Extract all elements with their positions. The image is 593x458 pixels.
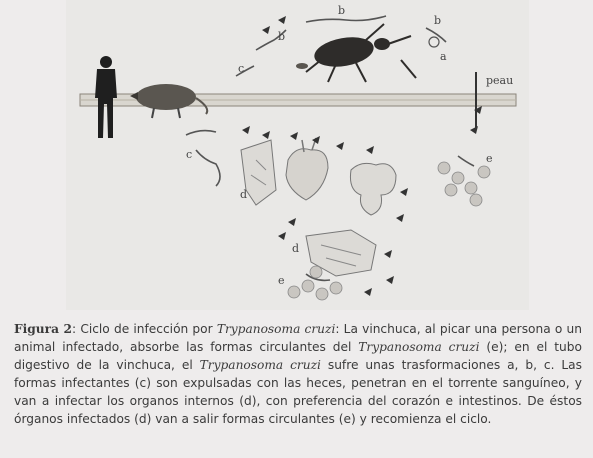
figure-caption xyxy=(14,320,582,428)
figure-label: Figura 2 xyxy=(14,322,73,336)
label-d-upper: d xyxy=(240,188,248,201)
vinchuca-insect xyxy=(296,24,416,82)
label-e-right: e xyxy=(486,152,493,165)
parasite-form-a xyxy=(429,37,439,47)
life-cycle-illustration xyxy=(66,0,529,310)
caption-text: (e); en el tubo digestivo de la vinchuca, el xyxy=(14,340,582,372)
caption-text: : Ciclo de infección por xyxy=(72,322,217,336)
organ-heart xyxy=(286,138,328,200)
label-a: a xyxy=(440,50,447,63)
label-c-left: c xyxy=(186,148,193,161)
species-name: Trypanosoma cruzi xyxy=(199,358,321,372)
human-silhouette xyxy=(95,56,117,138)
label-b-left: b xyxy=(278,30,286,43)
label-d-lower: d xyxy=(292,242,300,255)
life-cycle-figure xyxy=(66,0,529,310)
caption-text: : La vinchuca, al picar una persona o un animal infectado, absorbe las formas circulantes del xyxy=(14,322,582,354)
species-name: Trypanosoma cruzi xyxy=(216,322,336,336)
caption-text: sufre unas trasformaciones a, b, c. Las formas infectantes (c) son expulsadas con las heces, penetran en el torrente sanguíneo, y van a infectar los organos internos (d), con preferencia del corazón e intestinos. De éstos órganos infectados (d) van a salir formas circulantes (e) y recomienza el ciclo. xyxy=(14,358,582,426)
label-b-top: b xyxy=(338,4,346,17)
label-peau: peau xyxy=(486,74,514,87)
label-b-right: b xyxy=(434,14,442,27)
species-name: Trypanosoma cruzi xyxy=(358,340,480,354)
label-c-top: c xyxy=(238,62,245,75)
organ-intestine xyxy=(350,163,396,215)
label-e-lower: e xyxy=(278,274,285,287)
